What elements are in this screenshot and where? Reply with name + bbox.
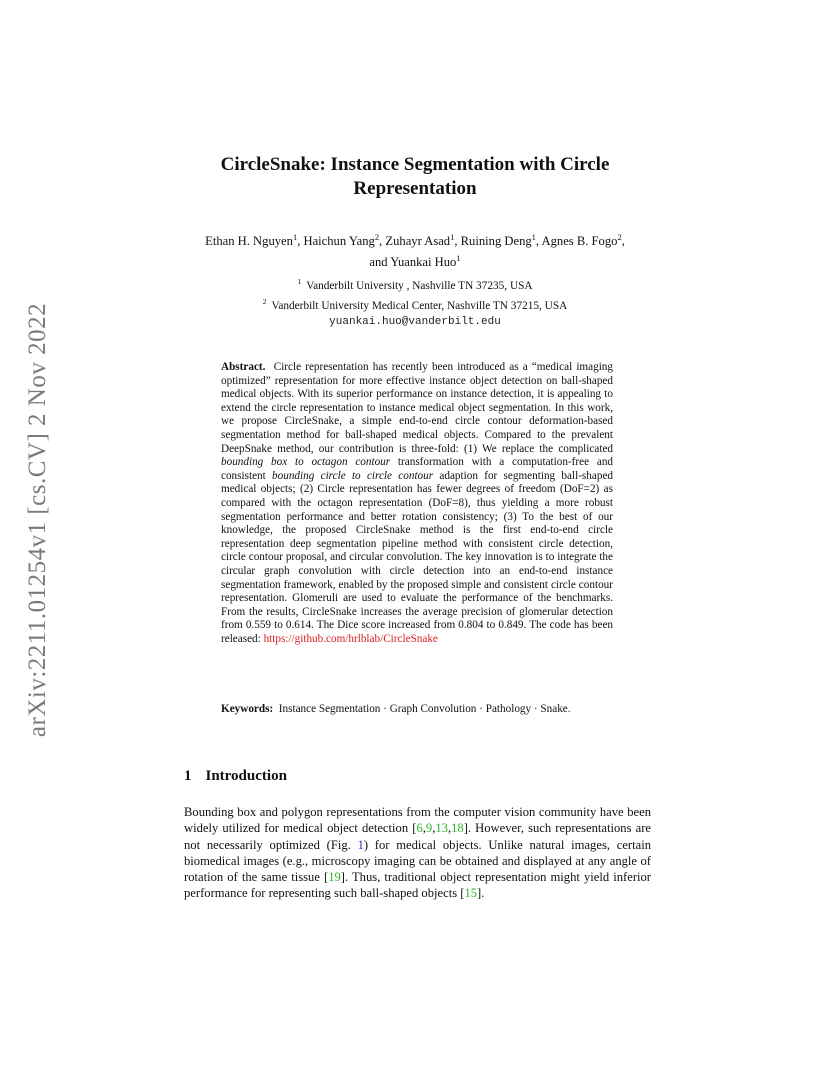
author-affiliation-mark: 2: [617, 232, 622, 242]
affiliation-line: $^2$ Vanderbilt University Medical Center, Nashville TN 37215, USA: [262, 297, 568, 313]
author-list: Ethan H. Nguyen$^1$, Haichun Yang$^2$, Zuhayr Asad$^1$, Ruining Deng$^1$, Agnes B. Fogo$^2$, and Yuankai Huo$^1$: [205, 232, 625, 270]
section-title: Introduction: [205, 768, 287, 784]
keywords-text: Instance Segmentation · Graph Convolution · Pathology · Snake.: [278, 703, 571, 715]
contact-email[interactable]: yuankai.huo@vanderbilt.edu: [329, 315, 501, 328]
code-link[interactable]: https://github.com/hrlblab/CircleSnake: [263, 632, 438, 645]
author-name: Ruining Deng: [460, 234, 532, 249]
abstract-label: Abstract.: [221, 361, 266, 373]
author-affiliation-mark: 2: [374, 232, 380, 242]
arxiv-identifier: arXiv:2211.01254v1 [cs.CV] 2 Nov 2022: [24, 302, 51, 738]
abstract-emphasis: bounding box to octagon contour: [221, 456, 391, 469]
arxiv-sidebar: [18, 285, 58, 755]
section-heading-introduction: [184, 768, 287, 785]
affiliation-line: $^1$ Vanderbilt University , Nashville TN 37235, USA: [297, 277, 533, 292]
citation-link[interactable]: 6: [416, 821, 423, 836]
citation-link[interactable]: 15: [464, 886, 478, 901]
author-affiliation-mark: 1: [292, 232, 298, 242]
author-name: Ethan H. Nguyen: [205, 234, 293, 249]
keywords: [221, 702, 613, 716]
introduction-paragraph: Bounding box and polygon representations from the computer vision community have been widely utilized for medical object detection [6,9,13,18]. However, such representations are not necessarily optimized (Fig. 1) for medical objects. Unlike natural images, certain biomedical images (e.g., microscopy imaging can be obtained and displayed at any angle of rotation of the same tissue [19]. Thus, traditional object representation might yield inferior performance for representing such ball-shaped objects [15].: [184, 805, 652, 901]
author-name: Yuankai Huo: [390, 255, 457, 270]
citation-link[interactable]: 9: [425, 821, 433, 836]
keywords-label: Keywords:: [221, 703, 274, 715]
author-affiliation-mark: 1: [531, 232, 536, 242]
author-name: Haichun Yang: [303, 234, 375, 249]
author-affiliation-mark: 1: [456, 253, 461, 264]
paper-title: CircleSnake: Instance Segmentation with Circle Representation: [220, 154, 610, 199]
citation-link[interactable]: 18: [451, 821, 464, 836]
author-name: Agnes B. Fogo: [541, 234, 618, 249]
section-number: 1: [184, 768, 192, 784]
figure-link[interactable]: 1: [357, 837, 364, 852]
abstract: Abstract. Circle representation has recently been introduced as a “medical imaging optimized” representation for more effective instance object detection on ball-shaped medical objects. With its superior performance on instance detection, it is appealing to extend the circle representation to instance medical object segmentation. In this work, we propose CircleSnake, a simple end-to-end circle contour deformation-based segmentation method for ball-shaped medical objects. Compared to the prevalent DeepSnake method, our contribution is three-fold: (1) We replace the complicated bounding box to octagon contour transformation with a computation-free and consistent bounding circle to circle contour adaption for segmenting ball-shaped medical objects; (2) Circle representation has fewer degrees of freedom (DoF=2) as compared with the octagon representation (DoF=8), thus yielding a more robust segmentation performance and better rotation consistency; (3) To the best of our knowledge, the proposed CircleSnake method is the first end-to-end circle representation deep segmentation pipeline method with consistent circle detection, circle contour proposal, and circular convolution. The key innovation is to integrate the circular graph convolution with circle detection into an end-to-end instance segmentation framework, enabled by the proposed simple and consistent circle contour representation. Glomeruli are used to evaluate the performance of the benchmarks. From the results, CircleSnake increases the average precision of glomerular detection from 0.559 to 0.614. The Dice score increased from 0.804 to 0.849. The code has been released: https://github.com/hrlblab/CircleSnake: [221, 361, 614, 645]
citation-link[interactable]: 19: [328, 870, 341, 885]
abstract-emphasis: bounding circle to circle contour: [272, 469, 434, 482]
author-name: Zuhayr Asad: [385, 234, 451, 249]
author-affiliation-mark: 1: [450, 232, 455, 242]
citation-link[interactable]: 13: [435, 821, 448, 836]
affiliations: [180, 274, 650, 330]
